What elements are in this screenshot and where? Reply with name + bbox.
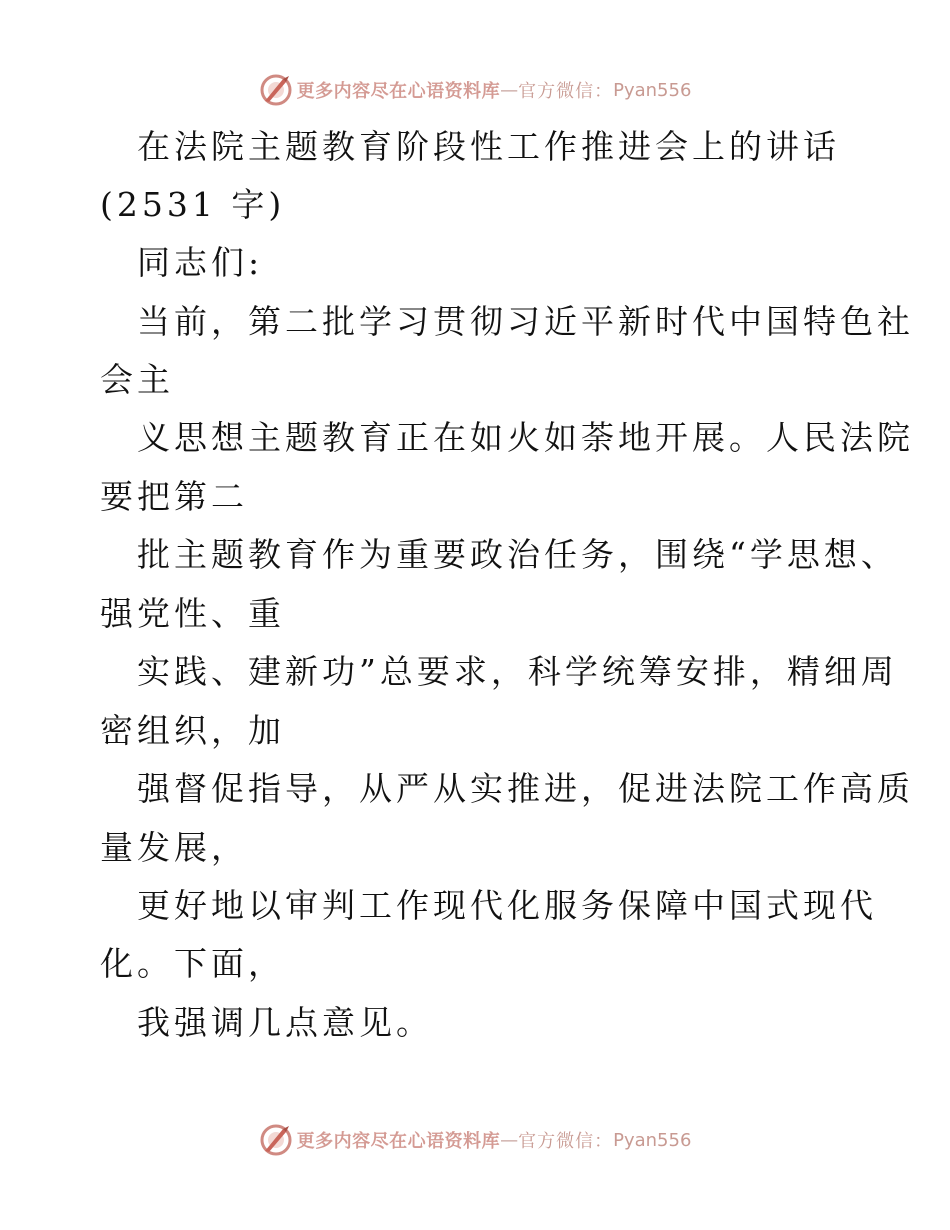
paragraph-line: 更好地以审判工作现代化服务保障中国式现代	[137, 886, 877, 925]
word-count: (2531 字)	[100, 185, 286, 224]
quill-logo-icon	[259, 1123, 293, 1157]
paragraph-line: 义思想主题教育正在如火如荼地开展。人民法院	[137, 418, 914, 457]
greeting: 同志们:	[137, 243, 264, 282]
paragraph-line: 当前，第二批学习贯彻习近平新时代中国特色社	[137, 302, 914, 341]
paragraph-line: 强督促指导，从严从实推进，促进法院工作高质	[137, 769, 914, 808]
footer-watermark	[0, 1120, 950, 1160]
paragraph-line: 实践、建新功”总要求，科学统筹安排，精细周	[137, 652, 898, 691]
watermark-contact-id: Pyan556	[613, 1129, 692, 1151]
watermark-contact-id: Pyan556	[613, 79, 692, 101]
header-watermark	[0, 70, 950, 110]
paragraph-line: 要把第二	[100, 477, 248, 516]
watermark-contact-label: 官方微信：	[518, 1131, 614, 1152]
quill-logo-icon	[259, 73, 293, 107]
watermark-site-text: 更多内容尽在心语资料库	[296, 1131, 501, 1152]
paragraph-line: 强党性、重	[100, 594, 285, 633]
watermark-separator: —	[500, 1129, 519, 1151]
paragraph-line: 会主	[100, 360, 174, 399]
document-title: 在法院主题教育阶段性工作推进会上的讲话	[137, 127, 840, 166]
paragraph-line: 批主题教育作为重要政治任务，围绕“学思想、	[137, 535, 898, 574]
paragraph-line: 量发展，	[100, 828, 248, 867]
paragraph-line: 化。下面，	[100, 944, 285, 983]
watermark-separator: —	[500, 79, 519, 101]
watermark-site-text: 更多内容尽在心语资料库	[296, 81, 501, 102]
watermark-contact-label: 官方微信：	[518, 81, 614, 102]
paragraph-line: 密组织，加	[100, 711, 285, 750]
paragraph-line: 我强调几点意见。	[137, 1003, 433, 1042]
